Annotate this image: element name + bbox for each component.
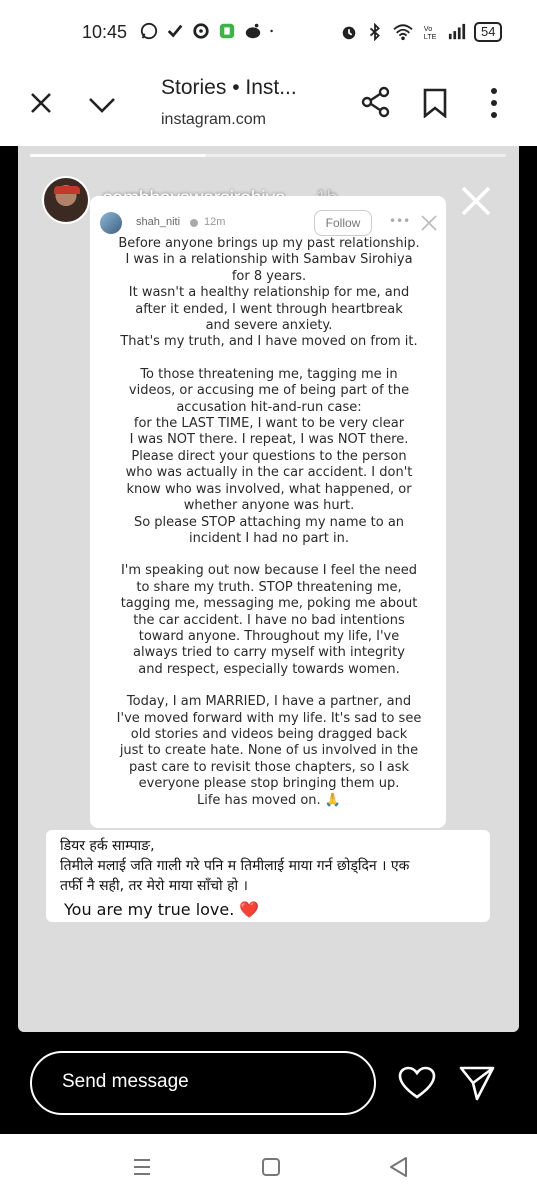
embedded-follow-button: Follow — [314, 210, 372, 236]
dot-icon — [270, 22, 278, 40]
statement-line: the car accident. I have no bad intentions — [133, 612, 405, 628]
caption-english — [60, 900, 480, 920]
app-icon — [218, 22, 236, 40]
system-icons — [340, 22, 502, 42]
caption-english-text: You are my true love. — [64, 900, 235, 919]
statement-line: whether anyone was hurt. — [183, 498, 355, 514]
check-icon — [166, 22, 184, 40]
statement-line: Before anyone brings up my past relationship. — [118, 236, 420, 251]
statement-line: To those threatening me, tagging me in — [140, 366, 398, 382]
alarm-icon — [340, 23, 358, 41]
sync-icon — [192, 22, 210, 40]
statement-line: know who was involved, what happened, or — [126, 481, 412, 497]
send-icon[interactable] — [458, 1064, 496, 1102]
paragraph-gap — [96, 678, 442, 694]
statement-line: That's my truth, and I have moved on from it. — [120, 334, 418, 350]
statement-line: old stories and videos being dragged back — [130, 726, 408, 742]
statement-line: I'm speaking out now because I feel the need — [120, 563, 418, 579]
browser-toolbar — [0, 66, 537, 146]
statement-line: Life has moved on. 🙏 — [196, 792, 341, 808]
statement-line: everyone please stop bringing them up. — [138, 776, 400, 792]
bluetooth-icon — [366, 23, 384, 41]
statement-line: accusation hit-and-run case: — [176, 399, 362, 415]
avatar[interactable] — [42, 176, 90, 224]
svg-text:LTE: LTE — [423, 32, 437, 41]
page-url: instagram.com — [161, 111, 266, 128]
statement-line: for 8 years. — [231, 268, 307, 284]
statement-line: incident I had no part in. — [189, 530, 349, 546]
svg-text:Vo: Vo — [423, 24, 433, 34]
story-progress-bar — [30, 154, 506, 157]
bookmark-icon[interactable] — [422, 88, 448, 118]
statement-line: It wasn't a healthy relationship for me, and — [128, 285, 410, 301]
share-icon[interactable] — [360, 86, 392, 118]
embedded-avatar — [100, 212, 122, 234]
embedded-more-icon: ••• — [389, 214, 411, 228]
send-message-placeholder: Send message — [62, 1071, 189, 1092]
close-story-icon[interactable] — [459, 184, 493, 218]
page-title: Stories • Inst... — [161, 76, 297, 99]
embedded-time: 12m — [204, 216, 226, 228]
status-bar — [0, 0, 537, 66]
volte-icon — [422, 23, 440, 41]
statement-line: who was actually in the car accident. I don't — [125, 465, 413, 481]
statement-line: Please direct your questions to the person — [131, 448, 407, 464]
paragraph-gap — [96, 351, 442, 367]
story-progress-fill — [30, 154, 206, 157]
embedded-close-icon — [419, 213, 439, 233]
caption-line: तर्फी नै सही, तर मेरो माया साँचो हो । — [60, 878, 248, 894]
statement-line: videos, or accusing me of being part of the — [128, 383, 410, 399]
statement-line: I've moved forward with my life. It's sad to see — [116, 710, 422, 726]
statement-line: to share my truth. STOP threatening me, — [136, 579, 402, 595]
statement-line: I was NOT there. I repeat, I was NOT there. — [129, 432, 409, 448]
reddit-icon — [244, 22, 262, 40]
whatsapp-icon — [140, 22, 158, 40]
statement-line: Today, I am MARRIED, I have a partner, and — [126, 694, 412, 710]
close-icon[interactable] — [26, 88, 56, 118]
statement-line: always tried to carry myself with integrity — [133, 645, 405, 661]
statement-line: toward anyone. Throughout my life, I've — [138, 628, 400, 644]
paragraph-gap — [96, 547, 442, 563]
caption-line: डियर हर्क साम्पाङ, — [60, 838, 155, 854]
statement-line: I was in a relationship with Sambav Sirohiya — [125, 252, 413, 268]
heart-icon[interactable] — [398, 1066, 436, 1100]
story-caption — [60, 836, 480, 920]
notification-icons — [140, 22, 278, 40]
statement-line: and severe anxiety. — [205, 318, 333, 334]
verified-icon — [190, 219, 198, 227]
chevron-down-icon[interactable] — [86, 90, 118, 118]
statement-line: after it ended, I went through heartbreak — [135, 301, 403, 317]
recent-apps-icon[interactable] — [132, 1157, 152, 1177]
statement-line: for the LAST TIME, I want to be very clear — [133, 416, 405, 432]
wifi-icon — [392, 23, 414, 41]
statement-line: past care to revisit those chapters, so I ask — [128, 759, 410, 775]
battery-icon: 54 — [474, 22, 502, 42]
more-vertical-icon[interactable] — [484, 86, 504, 120]
heart-emoji: ❤️ — [239, 900, 260, 919]
statement-line: and respect, especially towards women. — [138, 661, 400, 677]
back-icon[interactable] — [388, 1156, 410, 1178]
statement-text — [96, 236, 442, 809]
statement-line: just to create hate. None of us involved in the — [119, 743, 419, 759]
signal-icon — [448, 23, 466, 41]
statement-line: So please STOP attaching my name to an — [133, 514, 405, 530]
embedded-username: shah_niti — [136, 216, 181, 228]
status-time: 10:45 — [82, 22, 128, 42]
statement-line: tagging me, messaging me, poking me about — [120, 596, 418, 612]
caption-line: तिमीले मलाई जति गाली गरे पनि म तिमीलाई माया गर्न छोड्दिन । एक — [60, 858, 410, 874]
home-icon[interactable] — [261, 1157, 281, 1177]
